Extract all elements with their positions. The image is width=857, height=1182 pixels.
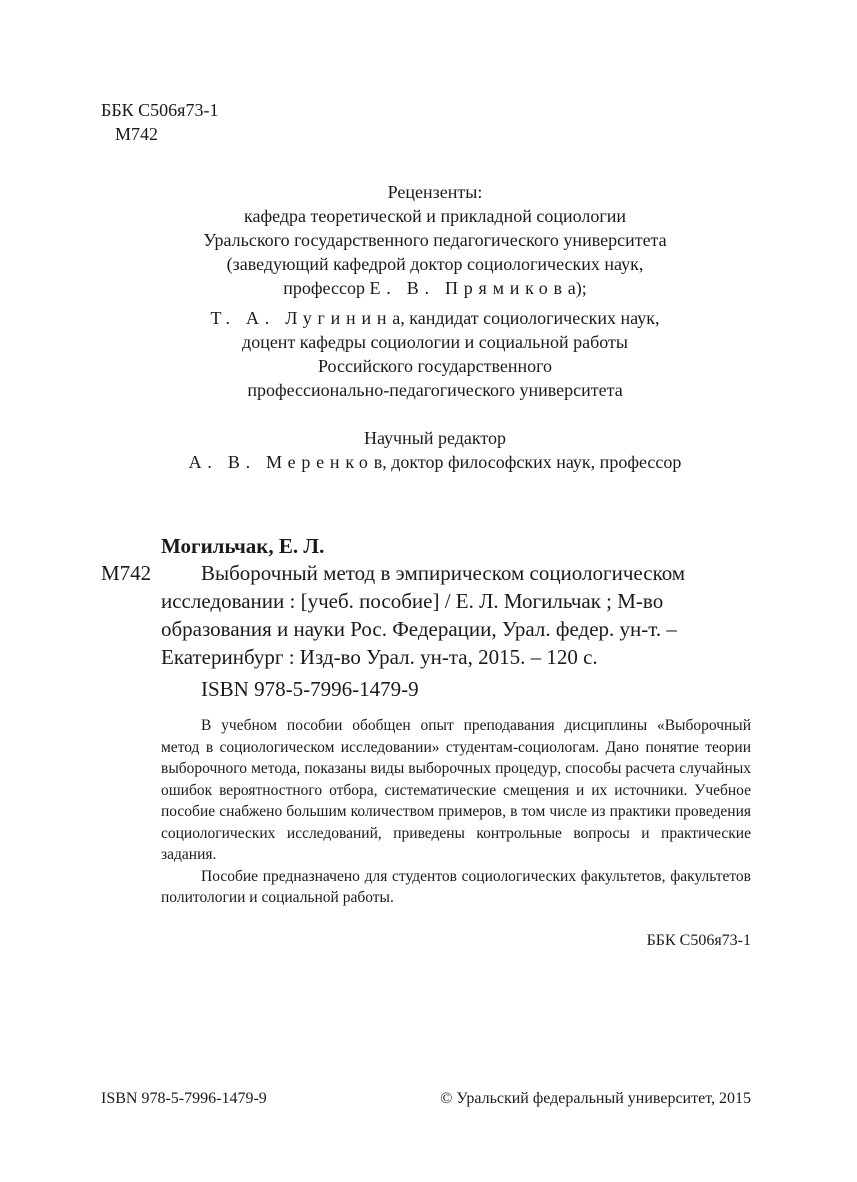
reviewer-1-line-3: (заведующий кафедрой доктор социологических наук,	[226, 254, 644, 274]
bibliography-isbn: ISBN 978-5-7996-1479-9	[201, 677, 419, 701]
bbk-bottom: ББК С506я73-1	[646, 932, 751, 949]
bbk-header	[101, 98, 218, 146]
reviewers-title: Рецензенты:	[387, 182, 483, 202]
reviewer-1-name-end: а	[567, 278, 576, 298]
annotation-paragraph-1: В учебном пособии обобщен опыт преподавания дисциплины «Выборочный метод в социологическом исследовании» студентам-социологам. Дано понятие теории выборочного метода, показаны виды выборочных процедур, способы расчета случайных ошибок вероятностного отбора, систематические смещения и их источники. Учебное пособие снабжено большим количеством примеров, в том числе из практики проведения социологических исследований, приведены контрольные вопросы и практические задания.	[161, 717, 751, 863]
reviewer-1-line-2: Уральского государственного педагогического университета	[203, 230, 667, 250]
reviewer-1-line-1: кафедра теоретической и прикладной социологии	[244, 206, 626, 226]
reviewer-2-line-2: доцент кафедры социологии и социальной работы	[242, 332, 628, 352]
reviewer-2-name-end: а	[392, 308, 401, 328]
reviewer-2-line-3: Российского государственного	[317, 356, 553, 376]
bibliography-line-3: образования и науки Рос. Федерации, Урал. федер. ун-т. –	[161, 617, 677, 641]
bbk-index: ББК С506я73-1	[101, 100, 219, 120]
reviewer-1-line-4-pre: профессор	[283, 278, 370, 298]
bibliography-line-4: Екатеринбург : Изд-во Урал. ун-та, 2015. – 120 с.	[161, 645, 598, 669]
bibliography-entry	[161, 559, 751, 671]
bibliography-line-2: исследовании : [учеб. пособие] / Е. Л. Могильчак ; М-во	[161, 589, 664, 613]
author-mark: М742	[115, 124, 159, 144]
reviewers-block	[120, 180, 750, 474]
editor-name-end: в	[373, 452, 383, 472]
reviewer-2-line-1-post: , кандидат социологических наук,	[400, 308, 660, 328]
editor-post: , доктор философских наук, профессор	[382, 452, 682, 472]
editor-line	[120, 450, 750, 474]
reviewer-1-line-4	[120, 276, 750, 300]
editor-name: А. В. Меренко	[188, 452, 374, 472]
bibliography-line-1: Выборочный метод в эмпирическом социологическом	[201, 561, 686, 585]
bibliography-code: М742	[101, 561, 152, 585]
reviewer-2-line-1	[120, 306, 750, 330]
reviewer-1-line-4-post: );	[575, 278, 587, 298]
reviewer-1-name: Е. В. Прямиков	[369, 278, 568, 298]
footer-copyright: © Уральский федеральный университет, 2015	[440, 1090, 751, 1107]
footer-isbn: ISBN 978-5-7996-1479-9	[101, 1090, 267, 1107]
editor-title: Научный редактор	[363, 428, 507, 448]
annotation	[161, 715, 751, 909]
annotation-paragraph-2: Пособие предназначено для студентов социологических факультетов, факультетов политологии и социальной работы.	[161, 867, 751, 906]
reviewer-2-line-4: профессионально-педагогического университета	[247, 380, 623, 400]
bibliography-author: Могильчак, Е. Л.	[161, 534, 325, 558]
reviewer-2-name: Т. А. Лугинин	[210, 308, 393, 328]
